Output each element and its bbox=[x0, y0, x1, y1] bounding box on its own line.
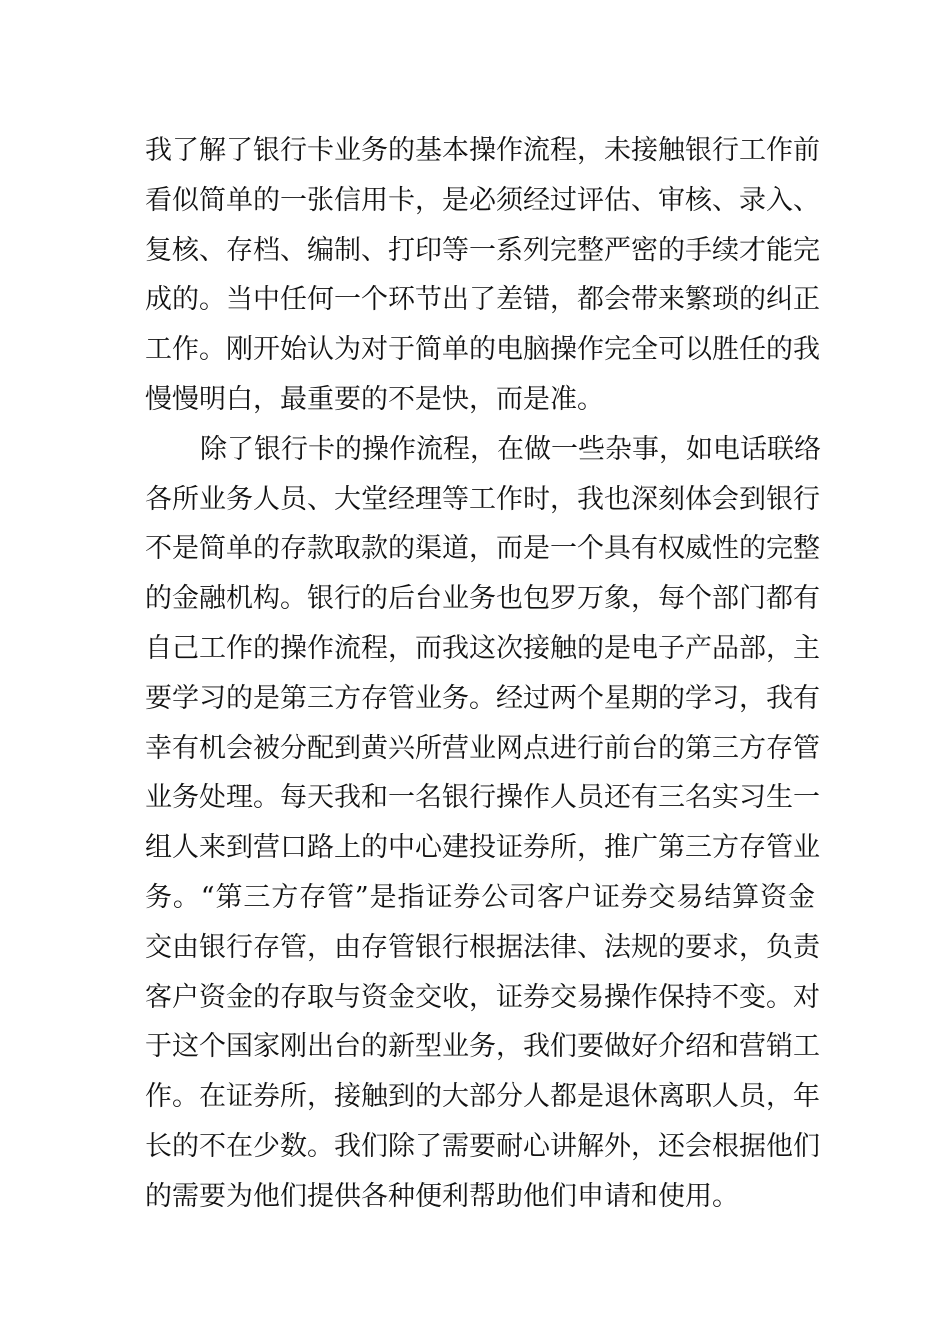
body-text bbox=[145, 126, 821, 1222]
text-line: 长的不在少数。我们除了需要耐心讲解外，还会根据他们 bbox=[145, 1130, 820, 1162]
text-line: 不是简单的存款取款的渠道，而是一个具有权威性的完整 bbox=[145, 533, 820, 565]
text-line: 的需要为他们提供各种便利帮助他们申请和使用。 bbox=[145, 1180, 739, 1212]
text-line: 看似简单的一张信用卡，是必须经过评估、审核、录入、 bbox=[145, 184, 820, 216]
text-line: 各所业务人员、大堂经理等工作时，我也深刻体会到银行 bbox=[145, 483, 820, 515]
paragraph-1 bbox=[145, 126, 820, 425]
text-line: 除了银行卡的操作流程，在做一些杂事，如电话联络 bbox=[200, 433, 821, 465]
text-line: 成的。当中任何一个环节出了差错，都会带来繁琐的纠正 bbox=[145, 284, 820, 316]
text-line: 慢慢明白，最重要的不是快，而是准。 bbox=[145, 383, 604, 415]
text-line: 务。“第三方存管”是指证券公司客户证券交易结算资金 bbox=[145, 881, 815, 913]
text-line: 复核、存档、编制、打印等一系列完整严密的手续才能完 bbox=[145, 234, 820, 266]
text-line: 工作。刚开始认为对于简单的电脑操作完全可以胜任的我 bbox=[145, 334, 820, 366]
text-line: 业务处理。每天我和一名银行操作人员还有三名实习生一 bbox=[145, 782, 820, 814]
text-line: 作。在证券所，接触到的大部分人都是退休离职人员，年 bbox=[145, 1081, 820, 1113]
text-line: 组人来到营口路上的中心建投证券所，推广第三方存管业 bbox=[145, 832, 820, 864]
text-line: 我了解了银行卡业务的基本操作流程，未接触银行工作前 bbox=[145, 135, 820, 166]
text-line: 幸有机会被分配到黄兴所营业网点进行前台的第三方存管 bbox=[145, 732, 820, 764]
text-line: 客户资金的存取与资金交收，证券交易操作保持不变。对 bbox=[145, 981, 820, 1013]
text-line: 的金融机构。银行的后台业务也包罗万象，每个部门都有 bbox=[145, 583, 820, 615]
text-line: 交由银行存管，由存管银行根据法律、法规的要求，负责 bbox=[145, 931, 820, 963]
paragraph-2 bbox=[145, 425, 821, 1222]
text-line: 自己工作的操作流程，而我这次接触的是电子产品部，主 bbox=[145, 632, 820, 664]
text-line: 要学习的是第三方存管业务。经过两个星期的学习，我有 bbox=[145, 682, 820, 714]
text-line: 于这个国家刚出台的新型业务，我们要做好介绍和营销工 bbox=[145, 1031, 820, 1063]
